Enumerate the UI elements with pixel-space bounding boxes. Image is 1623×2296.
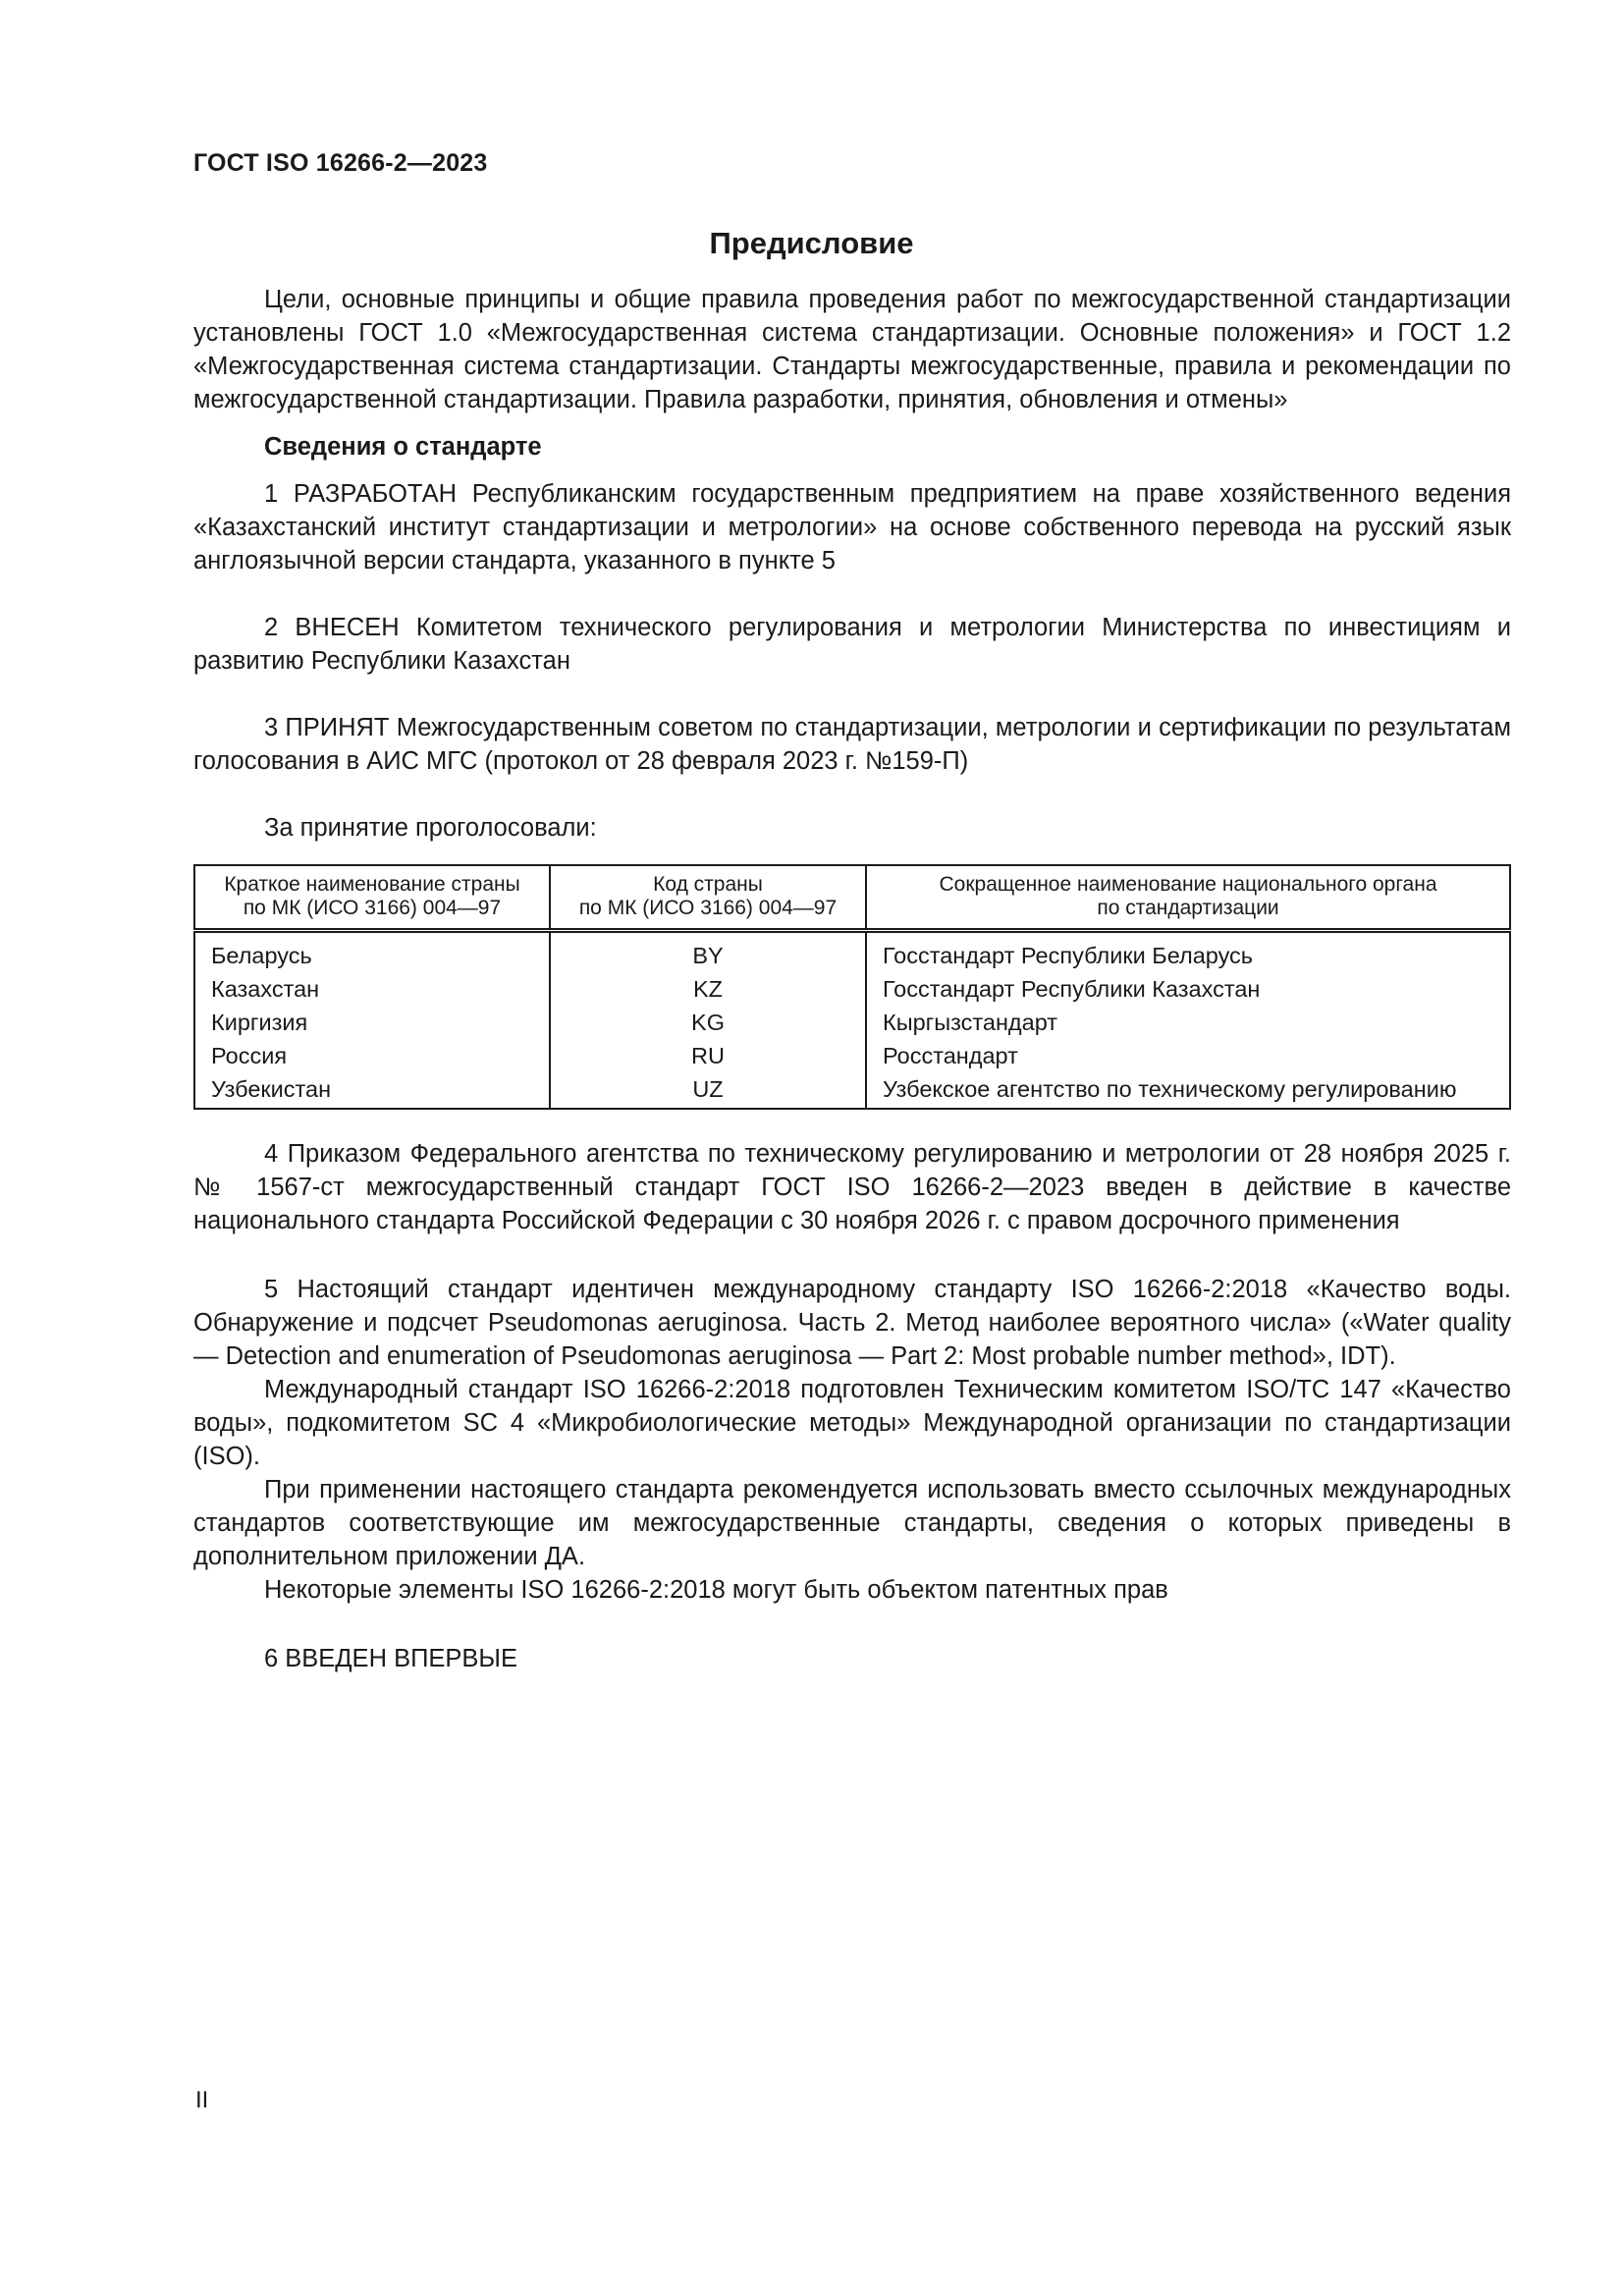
intro-paragraph: Цели, основные принципы и общие правила проведения работ по межгосударственной стандартизации установлены ГОСТ 1.0 «Межгосударственная система стандартизации. Основные положения» и ГОСТ 1.2 «Межгосударственная система стандартизации. Стандарты межгосударственные, правила и рекомендации по межгосударственной стандартизации. Правила разработки, принятия, обновления и отмены» [193,286,1511,413]
code-cell: RU [550,1039,866,1072]
item-4-paragraph: 4 Приказом Федерального агентства по техническому регулированию и метрологии от 28 ноября 2025 г. № 1567-ст межгосударственный стандарт ГОСТ ISO 16266-2—2023 введен в действие в качестве национального стандарта Российской Федерации с 30 ноября 2026 г. с правом досрочного применения [193,1140,1511,1234]
organization-cell: Госстандарт Республики Казахстан [883,976,1261,1002]
country-cell: Беларусь [194,931,550,973]
country-cell: Россия [194,1039,550,1072]
organization-cell: Росстандарт [883,1043,1018,1068]
organization-cell: Госстандарт Республики Беларусь [883,943,1254,968]
header-code: Код страны по МК (ИСО 3166) 004—97 [550,865,866,931]
country-cell: Казахстан [194,972,550,1006]
table-header-row [194,865,1510,931]
standard-info-subheading: Сведения о стандарте [264,433,542,461]
organization-cell: Узбекское агентство по техническому регулированию [883,1076,1457,1102]
item-5-references-paragraph: При применении настоящего стандарта рекомендуется использовать вместо ссылочных международных стандартов соответствующие им межгосударственные стандарты, сведения о которых приведены в дополнительном приложении ДА. [193,1476,1511,1570]
header-country: Краткое наименование страны по МК (ИСО 3166) 004—97 [194,865,550,931]
country-cell: Киргизия [194,1006,550,1039]
table-row [194,1072,1510,1109]
table-row [194,931,1510,973]
foreword-body [193,283,1511,1675]
voted-for-label: За принятие проголосовали: [264,814,597,842]
header-organization: Сокращенное наименование национального органа по стандартизации [866,865,1510,931]
code-cell: BY [550,931,866,973]
item-5-paragraph: 5 Настоящий стандарт идентичен международному стандарту ISO 16266-2:2018 «Качество воды. Обнаружение и подсчет Pseudomonas aeruginosa. Часть 2. Метод наиболее вероятного числа» («Water quality — Detection and enumeration of Pseudomonas aeruginosa — Part 2: Most probable number method», IDT). [193,1276,1511,1370]
table-row [194,1006,1510,1039]
table-row [194,972,1510,1006]
page-title: Предисловие [709,226,914,260]
organization-cell: Кыргызстандарт [883,1010,1058,1035]
item-3-paragraph: 3 ПРИНЯТ Межгосударственным советом по стандартизации, метрологии и сертификации по результатам голосования в АИС МГС (протокол от 28 февраля 2023 г. №159-П) [193,714,1511,775]
country-cell: Узбекистан [194,1072,550,1109]
voting-table [193,864,1511,1110]
item-2-paragraph: 2 ВНЕСЕН Комитетом технического регулирования и метрологии Министерства по инвестициям и развитию Республики Казахстан [193,614,1511,675]
table-row [194,1039,1510,1072]
page-number: II [195,2087,209,2113]
item-5-patent-paragraph: Некоторые элементы ISO 16266-2:2018 могут быть объектом патентных прав [264,1576,1168,1604]
document-code-header: ГОСТ ISO 16266-2—2023 [193,149,488,177]
code-cell: KG [550,1006,866,1039]
code-cell: UZ [550,1072,866,1109]
code-cell: KZ [550,972,866,1006]
item-1-paragraph: 1 РАЗРАБОТАН Республиканским государственным предприятием на праве хозяйственного ведения «Казахстанский институт стандартизации и метрологии» на основе собственного перевода на русский язык англоязычной версии стандарта, указанного в пункте 5 [193,480,1511,574]
item-6-paragraph: 6 ВВЕДЕН ВПЕРВЫЕ [264,1645,518,1672]
item-5-iso-committee-paragraph: Международный стандарт ISO 16266-2:2018 подготовлен Техническим комитетом ISO/TC 147 «Качество воды», подкомитетом SC 4 «Микробиологические методы» Международной организации по стандартизации (ISO). [193,1376,1511,1470]
